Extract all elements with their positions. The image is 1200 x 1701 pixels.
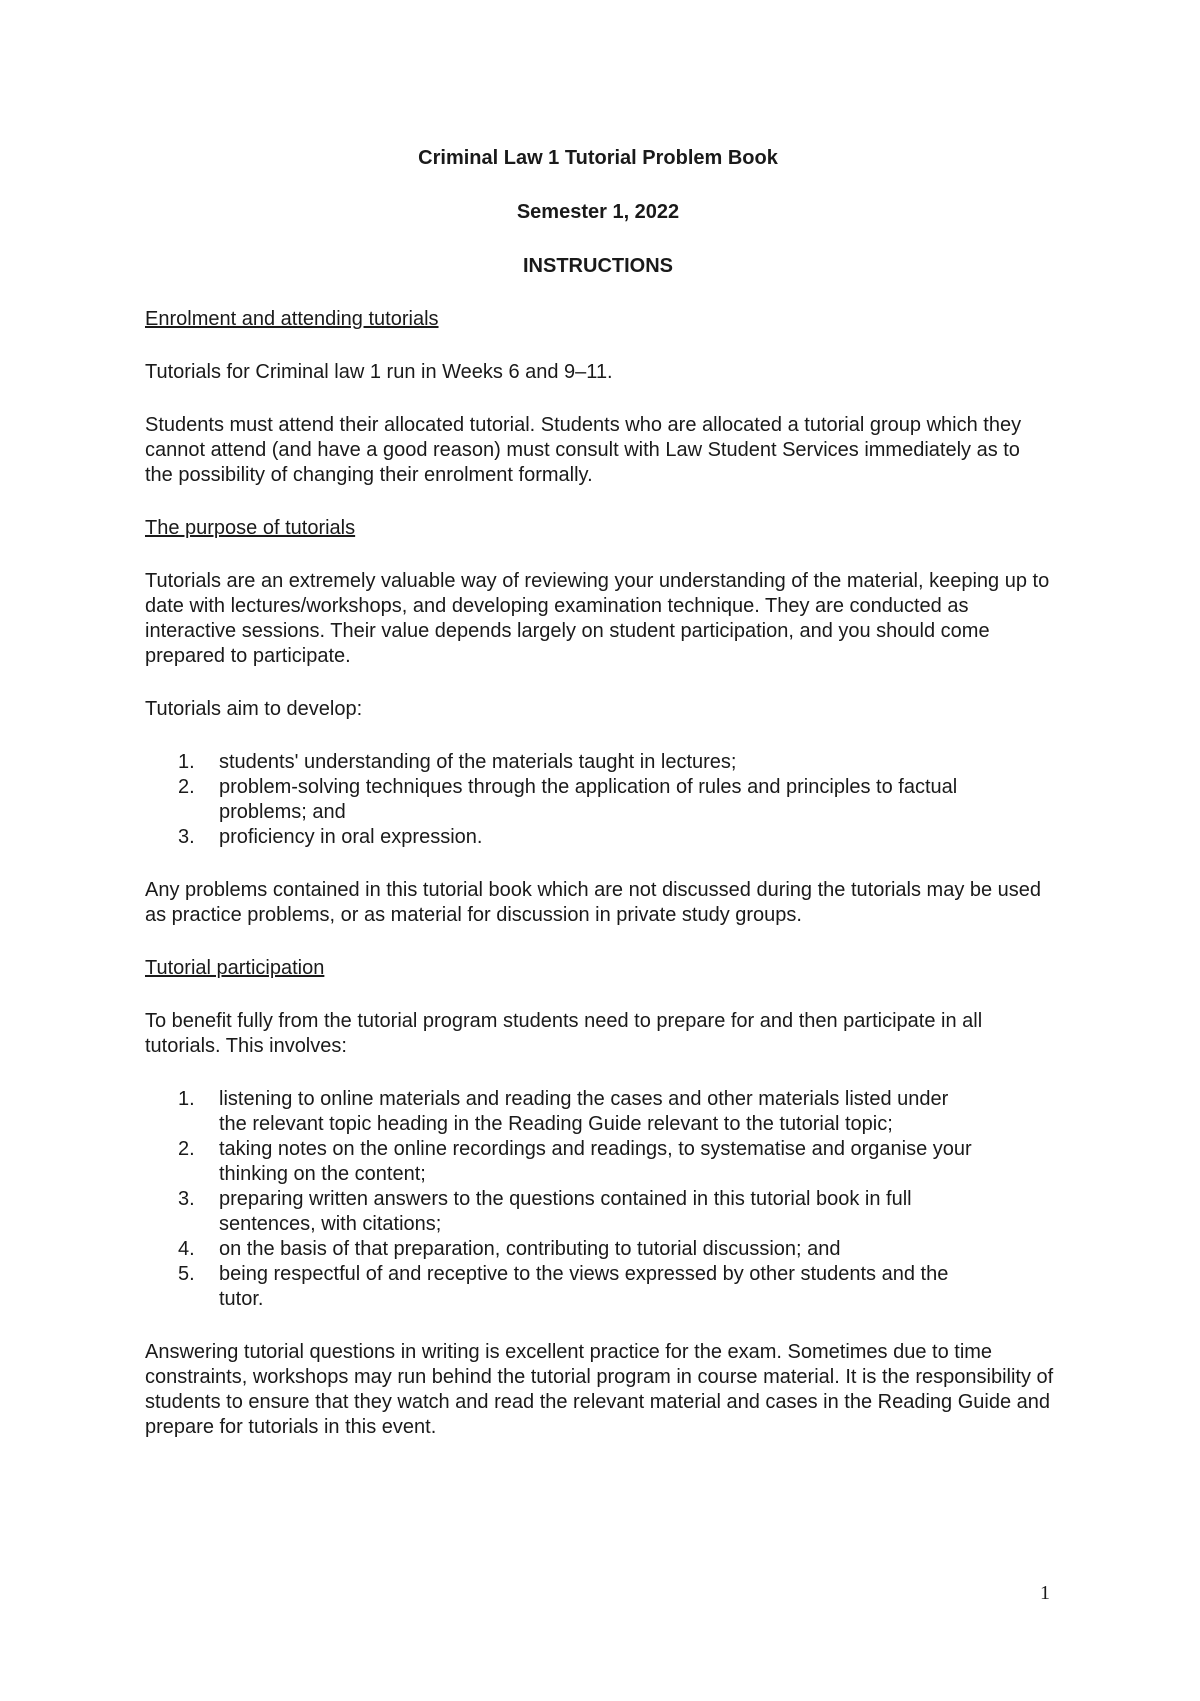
- document-title: Criminal Law 1 Tutorial Problem Book: [418, 147, 778, 169]
- list-number: 2.: [178, 1138, 195, 1160]
- list-number: 5.: [178, 1263, 195, 1285]
- section-heading-purpose: The purpose of tutorials: [145, 517, 356, 539]
- list-item: [145, 1087, 975, 1137]
- list-item: [145, 1262, 975, 1312]
- list-number: 4.: [178, 1238, 195, 1260]
- section-heading-enrolment: Enrolment and attending tutorials: [145, 308, 439, 330]
- paragraph: Tutorials aim to develop:: [145, 698, 363, 720]
- participation-list: [145, 1087, 975, 1312]
- list-item-text: preparing written answers to the questions contained in this tutorial book in full sentences, with citations;: [219, 1188, 912, 1235]
- list-number: 3.: [178, 826, 195, 848]
- list-item-text: listening to online materials and reading the cases and other materials listed under the relevant topic heading in the Reading Guide relevant to the tutorial topic;: [219, 1088, 949, 1135]
- paragraph: Answering tutorial questions in writing is excellent practice for the exam. Sometimes due to time constraints, workshops may run behind the tutorial program in course material. It is the responsibility of students to ensure that they watch and read the relevant material and cases in the Reading Guide and prepare for tutorials in this event.: [145, 1341, 1054, 1438]
- section-heading-participation: Tutorial participation: [145, 957, 325, 979]
- list-item: [145, 750, 975, 775]
- list-item: [145, 1237, 975, 1262]
- paragraph: Students must attend their allocated tutorial. Students who are allocated a tutorial group which they cannot attend (and have a good reason) must consult with Law Student Services immediately as to the possibility of changing their enrolment formally.: [145, 414, 1022, 486]
- list-item-text: students' understanding of the materials taught in lectures;: [219, 751, 737, 773]
- paragraph: Tutorials are an extremely valuable way of reviewing your understanding of the material, keeping up to date with lectures/workshops, and developing examination technique. They are conducted as interactive sessions. Their value depends largely on student participation, and you should come prepared to participate.: [145, 570, 1050, 667]
- list-item: [145, 775, 975, 825]
- semester-line: Semester 1, 2022: [516, 201, 680, 223]
- instructions-heading: INSTRUCTIONS: [523, 255, 673, 277]
- paragraph: Any problems contained in this tutorial book which are not discussed during the tutorials may be used as practice problems, or as material for discussion in private study groups.: [145, 879, 1042, 926]
- document-body: [145, 146, 1065, 1440]
- list-item-text: being respectful of and receptive to the views expressed by other students and the tutor.: [219, 1263, 949, 1310]
- list-number: 1.: [178, 1088, 195, 1110]
- list-item-text: proficiency in oral expression.: [219, 826, 483, 848]
- list-number: 3.: [178, 1188, 195, 1210]
- list-number: 2.: [178, 776, 195, 798]
- list-item-text: problem-solving techniques through the application of rules and principles to factual problems; and: [219, 776, 958, 823]
- list-item: [145, 825, 975, 850]
- list-item-text: taking notes on the online recordings and readings, to systematise and organise your thinking on the content;: [219, 1138, 972, 1185]
- paragraph: To benefit fully from the tutorial program students need to prepare for and then participate in all tutorials. This involves:: [145, 1010, 983, 1057]
- aims-list: [145, 750, 975, 850]
- list-item: [145, 1137, 975, 1187]
- list-number: 1.: [178, 751, 195, 773]
- page-number: 1: [1040, 1582, 1050, 1604]
- list-item-text: on the basis of that preparation, contributing to tutorial discussion; and: [219, 1238, 841, 1260]
- list-item: [145, 1187, 975, 1237]
- paragraph: Tutorials for Criminal law 1 run in Weeks 6 and 9–11.: [145, 361, 613, 383]
